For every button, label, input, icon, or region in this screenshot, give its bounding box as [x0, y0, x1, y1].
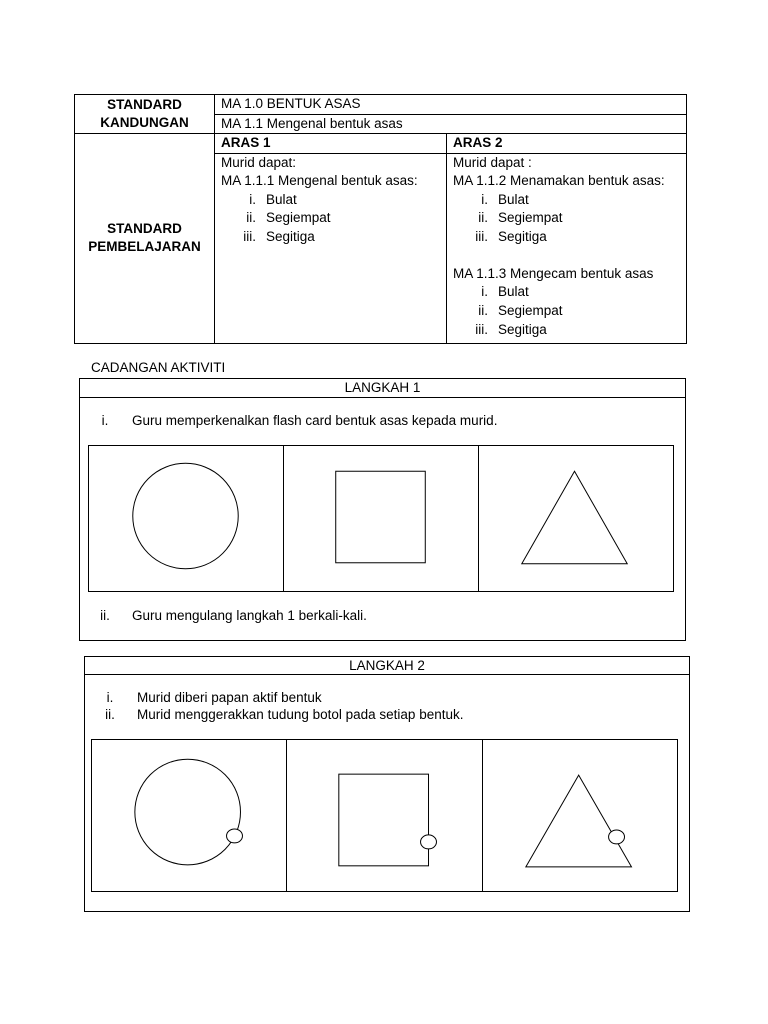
ma-1-1-cell: MA 1.1 Mengenal bentuk asas — [215, 114, 687, 134]
aras-1-list — [221, 191, 440, 247]
papan-aktif-circle — [92, 740, 287, 891]
list-item: ii. Segiempat — [478, 210, 563, 226]
list-item: i. Bulat — [249, 191, 297, 207]
langkah-2-box — [84, 656, 690, 912]
list-item: iii. Segitiga — [475, 321, 547, 337]
list-item: ii. Segiempat — [478, 303, 563, 319]
list-item: i. Bulat — [481, 191, 529, 207]
aras-1-intro: Murid dapat: — [221, 154, 297, 170]
square-with-bottle-cap-icon — [287, 740, 481, 891]
standard-kandungan-label: STANDARD KANDUNGAN — [75, 95, 215, 134]
langkah-1-step-1: i. Guru memperkenalkan flash card bentuk asas kepada murid. — [101, 413, 498, 428]
papan-aktif-triangle — [483, 740, 677, 891]
langkah-2-title: LANGKAH 2 — [85, 657, 689, 675]
aras-2-objective-1: MA 1.1.2 Menamakan bentuk asas: — [453, 173, 665, 188]
triangle-with-bottle-cap-icon — [483, 740, 677, 891]
square-icon — [284, 446, 478, 591]
langkah-2-step-2: ii. Murid menggerakkan tudung botol pada setiap bentuk. — [105, 707, 464, 722]
langkah-1-title: LANGKAH 1 — [80, 379, 685, 398]
aras-2-content — [447, 153, 687, 343]
langkah-1-step-2: ii. Guru mengulang langkah 1 berkali-kali. — [100, 608, 367, 623]
list-item: i. Bulat — [481, 284, 529, 300]
standard-table — [74, 94, 687, 344]
list-item: iii. Segitiga — [475, 229, 547, 245]
list-item: ii. Segiempat — [246, 210, 331, 226]
aras-2-list-2 — [453, 283, 680, 339]
aras-1-heading: ARAS 1 — [215, 134, 447, 154]
papan-aktif-square — [287, 740, 482, 891]
aras-1-content — [215, 153, 447, 343]
langkah-2-shape-grid — [91, 739, 678, 892]
aras-2-intro: Murid dapat : — [453, 154, 532, 170]
aras-1-objective: MA 1.1.1 Mengenal bentuk asas: — [221, 173, 418, 188]
langkah-1-box — [79, 378, 686, 641]
langkah-1-shape-grid — [88, 445, 674, 592]
list-item: iii. Segitiga — [243, 229, 315, 245]
flash-card-square — [284, 446, 479, 591]
ma-1-0-cell: MA 1.0 BENTUK ASAS — [215, 95, 687, 115]
flash-card-circle — [89, 446, 284, 591]
cadangan-aktiviti-title: CADANGAN AKTIVITI — [91, 360, 226, 375]
circle-icon — [89, 446, 283, 591]
standard-pembelajaran-label: STANDARD PEMBELAJARAN — [75, 134, 215, 344]
aras-2-objective-2: MA 1.1.3 Mengecam bentuk asas — [453, 265, 654, 281]
aras-2-heading: ARAS 2 — [447, 134, 687, 154]
circle-with-bottle-cap-icon — [92, 740, 286, 891]
langkah-2-step-1: i. Murid diberi papan aktif bentuk — [106, 690, 322, 705]
triangle-icon — [479, 446, 673, 591]
flash-card-triangle — [479, 446, 673, 591]
aras-2-list-1 — [453, 191, 680, 247]
